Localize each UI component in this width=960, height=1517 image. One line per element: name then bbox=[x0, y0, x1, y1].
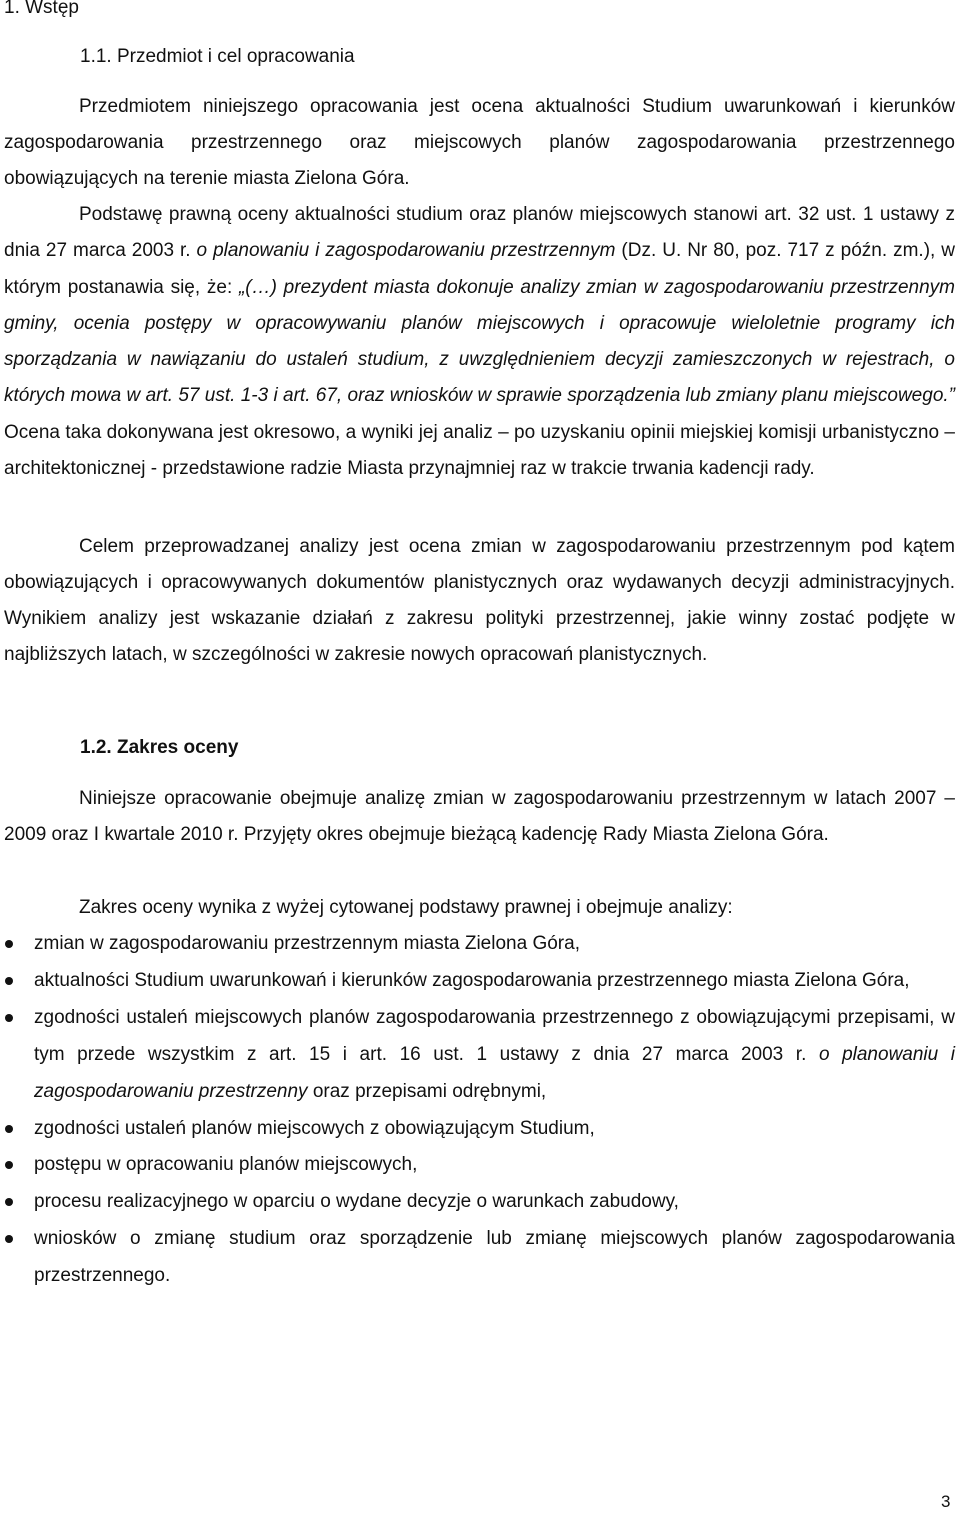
chapter-heading: 1. Wstęp bbox=[4, 0, 79, 18]
legal-quote: „(…) prezydent miasta dokonuje analizy zmian w zagospodarowaniu przestrzennym gminy, ocenia postępy w opracowywaniu planów miejscowych i opracowuje wieloletnie programy ich sporządzania w nawiązaniu do ustaleń studium, z uwzględnieniem decyzji zamieszczonych w rejestrach, o których mowa w art. 57 ust. 1-3 i art. 67, oraz wniosków w sprawie sporządzenia lub zmiany planu miejscowego.” bbox=[4, 276, 955, 407]
list-item-text: postępu w opracowaniu planów miejscowych, bbox=[34, 1154, 418, 1176]
list-item-text-tail: oraz przepisami odrębnymi, bbox=[307, 1080, 547, 1102]
act-title: o planowaniu i zagospodarowaniu przestrzenny bbox=[34, 1043, 956, 1102]
list-item-text: zgodności ustaleń miejscowych planów zagospodarowania przestrzennego z obowiązującymi przepisami, w tym przede wszystkim z art. 15 i art. 16 ust. 1 ustawy z dnia 27 marca 2003 r. bbox=[34, 1006, 955, 1065]
analysis-scope-list bbox=[4, 926, 955, 1295]
list-item-text: zmian w zagospodarowaniu przestrzennym miasta Zielona Góra, bbox=[34, 933, 580, 954]
legal-basis-citation: (Dz. U. Nr 80, poz. 717 z późn. zm.), w którym postanawia się, że: bbox=[4, 240, 955, 298]
list-item-text: procesu realizacyjnego w oparciu o wydane decyzje o warunkach zabudowy, bbox=[34, 1191, 679, 1213]
bullet-icon bbox=[5, 940, 13, 948]
list-item bbox=[4, 963, 955, 1000]
paragraph-scope-intro: Zakres oceny wynika z wyżej cytowanej podstawy prawnej i obejmuje analizy: bbox=[79, 897, 733, 918]
paragraph-scope-period: Niniejsze opracowanie obejmuje analizę zmian w zagospodarowaniu przestrzennym w latach 2007 – 2009 oraz I kwartale 2010 r. Przyjęty okres obejmuje bieżącą kadencję Rady Miasta Zielona Góra. bbox=[4, 788, 955, 845]
assessment-frequency-text: Ocena taka dokonywana jest okresowo, a wyniki jej analiz – po uzyskaniu opinii miejskiej komisji urbanistyczno – architektonicznej - przedstawione radzie Miasta przynajmniej raz w trakcie trwania kadencji rady. bbox=[4, 421, 955, 480]
paragraph-subject: Przedmiotem niniejszego opracowania jest ocena aktualności Studium uwarunkowań i kierunków zagospodarowania przestrzennego oraz miejscowych planów zagospodarowania przestrzennego obowiązujących na terenie miasta Zielona Góra. bbox=[4, 96, 955, 189]
list-item bbox=[4, 1000, 955, 1111]
list-item-text: zgodności ustaleń planów miejscowych z obowiązującym Studium, bbox=[34, 1117, 595, 1139]
bullet-icon bbox=[5, 1125, 13, 1133]
section-heading-scope: 1.2. Zakres oceny bbox=[80, 737, 239, 758]
paragraph-legal-basis bbox=[4, 197, 955, 487]
bullet-icon bbox=[5, 977, 13, 985]
page-number: 3 bbox=[941, 1492, 951, 1511]
section-heading-subject: 1.1. Przedmiot i cel opracowania bbox=[80, 46, 355, 67]
list-item-text: aktualności Studium uwarunkowań i kierunków zagospodarowania przestrzennego miasta Zielona Góra, bbox=[34, 969, 910, 991]
list-item bbox=[4, 1111, 955, 1148]
list-item bbox=[4, 1221, 955, 1295]
act-title: o planowaniu i zagospodarowaniu przestrzennym bbox=[196, 240, 616, 262]
paragraph-goal: Celem przeprowadzanej analizy jest ocena zmian w zagospodarowaniu przestrzennym pod kątem obowiązujących i opracowywanych dokumentów planistycznych oraz wydawanych decyzji administracyjnych. Wynikiem analizy jest wskazanie działań z zakresu polityki przestrzennej, jakie winny zostać podjęte w najbliższych latach, w szczególności w zakresie nowych opracowań planistycznych. bbox=[4, 536, 955, 665]
bullet-icon bbox=[5, 1235, 13, 1243]
list-item bbox=[4, 926, 955, 963]
legal-basis-text: Podstawę prawną oceny aktualności studium oraz planów miejscowych stanowi art. 32 ust. 1 ustawy z dnia 27 marca 2003 r. bbox=[4, 204, 955, 262]
list-item bbox=[4, 1147, 955, 1184]
list-item-text: wniosków o zmianę studium oraz sporządzenie lub zmianę miejscowych planów zagospodarowania przestrzennego. bbox=[34, 1228, 955, 1287]
bullet-icon bbox=[5, 1161, 13, 1169]
bullet-icon bbox=[5, 1014, 13, 1022]
bullet-icon bbox=[5, 1198, 13, 1206]
list-item bbox=[4, 1184, 955, 1221]
